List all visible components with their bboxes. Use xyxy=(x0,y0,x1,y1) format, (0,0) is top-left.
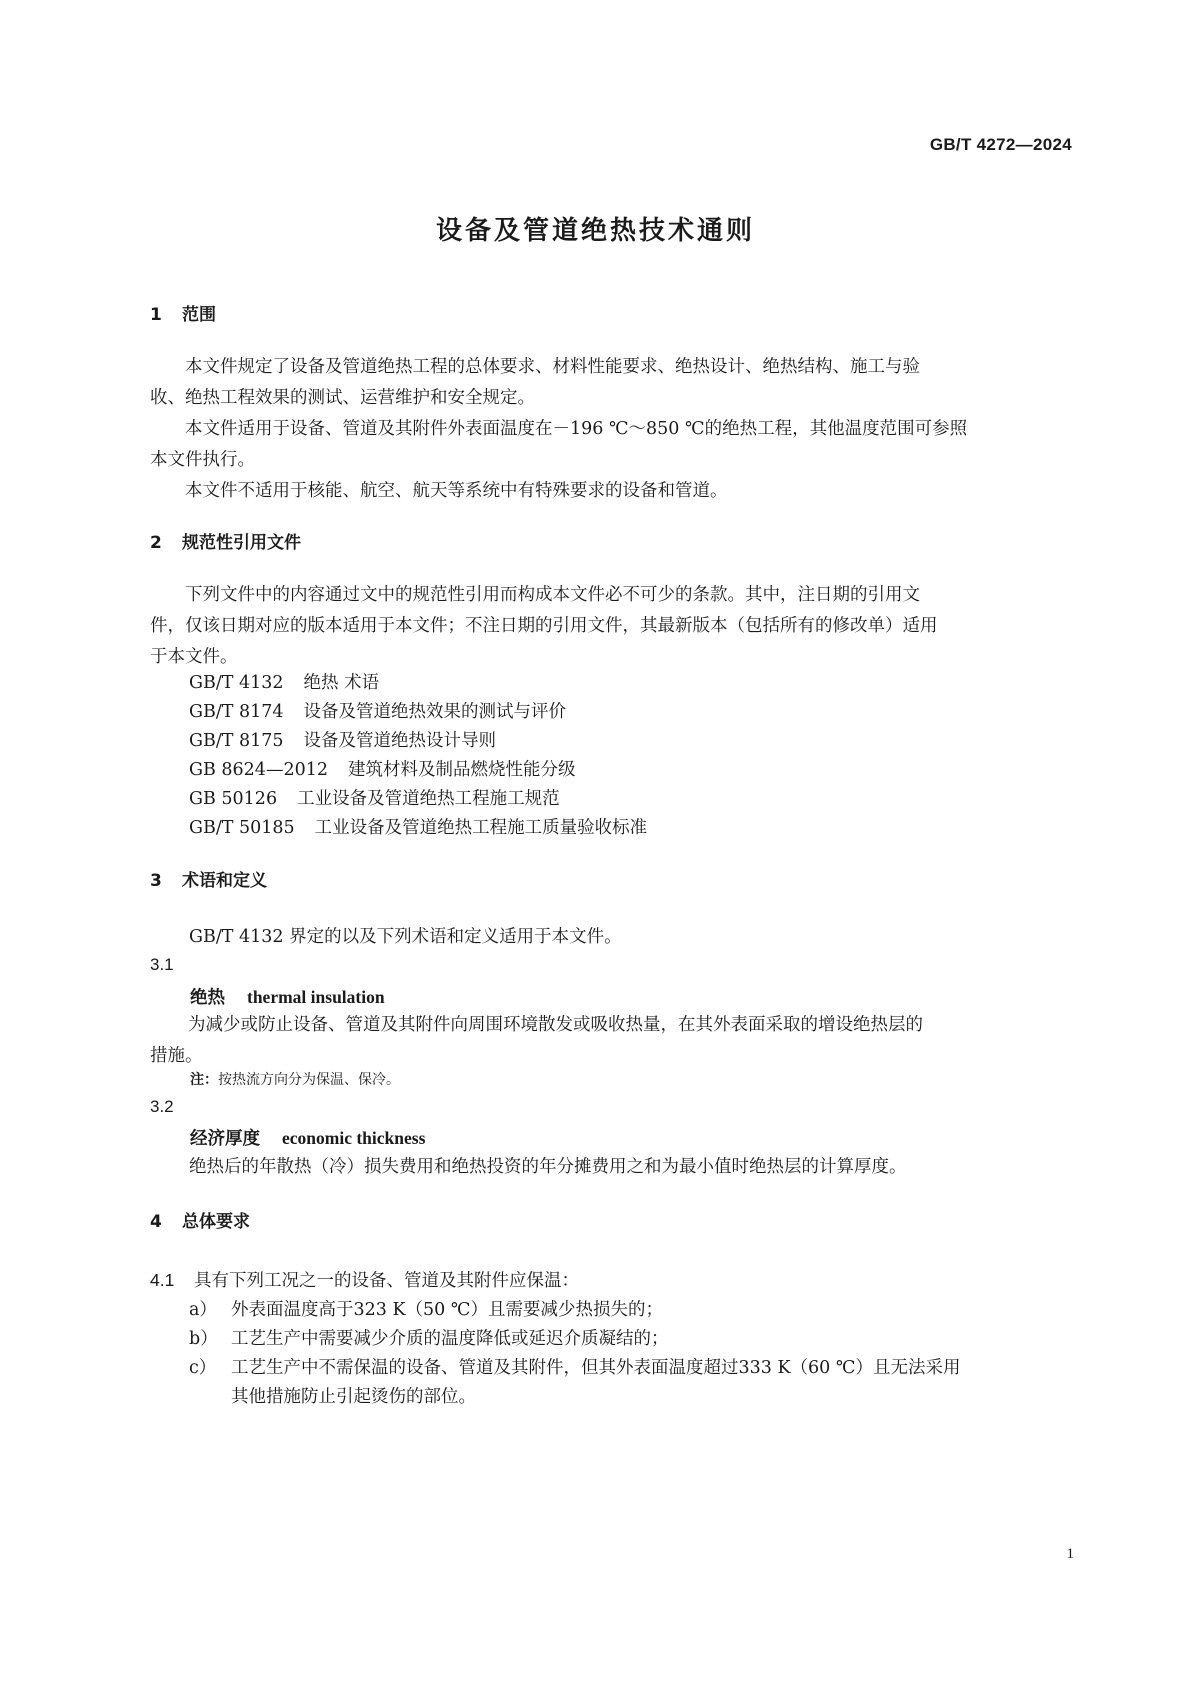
page-number: 1 xyxy=(1066,1546,1074,1562)
list-item xyxy=(189,1325,669,1350)
reference-entry xyxy=(189,785,560,810)
term-definition xyxy=(150,1010,1070,1072)
text-line: 措施。 xyxy=(150,1046,203,1066)
reference-entry xyxy=(189,727,496,752)
section-number: 1 xyxy=(150,305,162,325)
list-item-label: c） xyxy=(189,1358,217,1378)
section-4-heading xyxy=(150,1207,250,1232)
term-number: 3.1 xyxy=(150,955,174,974)
clause-4-1 xyxy=(150,1267,579,1292)
section-title: 总体要求 xyxy=(182,1212,250,1232)
reference-code: GB 50126 xyxy=(189,789,278,809)
text-line: 本文件适用于设备、管道及其附件外表面温度在－196 ℃～850 ℃的绝热工程，其他温度范围可参照 xyxy=(150,419,968,439)
section-3-intro: GB/T 4132 界定的以及下列术语和定义适用于本文件。 xyxy=(189,927,622,947)
term-english: thermal insulation xyxy=(247,987,385,1007)
reference-code: GB/T 8175 xyxy=(189,731,284,751)
section-title: 范围 xyxy=(182,305,216,325)
standard-code: GB/T 4272—2024 xyxy=(929,135,1072,154)
term-heading xyxy=(190,984,385,1009)
reference-title: 设备及管道绝热设计导则 xyxy=(303,731,497,751)
text-line: 为减少或防止设备、管道及其附件向周围环境散发或吸收热量，在其外表面采取的增设绝热层的 xyxy=(188,1015,923,1035)
list-item xyxy=(189,1354,960,1379)
text-line: 件，仅该日期对应的版本适用于本文件；不注日期的引用文件，其最新版本（包括所有的修改单）适用 xyxy=(150,616,938,636)
list-item-continuation: 其他措施防止引起烫伤的部位。 xyxy=(231,1387,476,1407)
reference-title: 绝热 术语 xyxy=(303,673,380,693)
section-title: 规范性引用文件 xyxy=(182,533,301,553)
term-note xyxy=(190,1069,400,1089)
section-title: 术语和定义 xyxy=(182,871,267,891)
reference-title: 建筑材料及制品燃烧性能分级 xyxy=(347,760,576,780)
reference-code: GB/T 4132 xyxy=(189,673,284,693)
list-item-text: 外表面温度高于323 K（50 ℃）且需要减少热损失的； xyxy=(231,1300,663,1320)
section-1-paragraph-2 xyxy=(150,414,1070,476)
clause-text: 具有下列工况之一的设备、管道及其附件应保温： xyxy=(194,1271,579,1291)
list-item-text: 工艺生产中不需保温的设备、管道及其附件，但其外表面温度超过333 K（60 ℃）且无法采用 xyxy=(231,1358,961,1378)
text-line: 本文件执行。 xyxy=(150,450,255,470)
text-line: 下列文件中的内容通过文中的规范性引用而构成本文件必不可少的条款。其中，注日期的引用文 xyxy=(150,585,920,605)
list-item xyxy=(189,1296,663,1321)
reference-entry xyxy=(189,698,566,723)
section-number: 4 xyxy=(150,1212,162,1232)
reference-title: 设备及管道绝热效果的测试与评价 xyxy=(303,702,567,722)
section-1-paragraph-3 xyxy=(150,476,1070,507)
section-1-heading xyxy=(150,300,216,325)
reference-title: 工业设备及管道绝热工程施工规范 xyxy=(297,789,560,809)
reference-entry xyxy=(189,669,379,694)
section-2-intro xyxy=(150,580,1070,673)
list-item-label: a） xyxy=(189,1300,217,1320)
section-3-heading xyxy=(150,866,267,891)
reference-code: GB 8624—2012 xyxy=(189,760,328,780)
section-number: 3 xyxy=(150,871,162,891)
reference-code: GB/T 50185 xyxy=(189,818,295,838)
section-2-heading xyxy=(150,528,301,553)
term-chinese: 经济厚度 xyxy=(190,1129,260,1149)
reference-entry xyxy=(189,756,575,781)
clause-number: 4.1 xyxy=(150,1270,175,1290)
list-item-text: 工艺生产中需要减少介质的温度降低或延迟介质凝结的； xyxy=(231,1329,669,1349)
term-heading xyxy=(190,1125,425,1150)
text-line: 本文件不适用于核能、航空、航天等系统中有特殊要求的设备和管道。 xyxy=(150,481,728,501)
term-english: economic thickness xyxy=(282,1128,426,1148)
document-title: 设备及管道绝热技术通则 xyxy=(435,216,755,246)
term-definition: 绝热后的年散热（冷）损失费用和绝热投资的年分摊费用之和为最小值时绝热层的计算厚度。 xyxy=(189,1157,907,1177)
note-text: 按热流方向分为保温、保冷。 xyxy=(218,1072,400,1088)
text-line: 收、绝热工程效果的测试、运营维护和安全规定。 xyxy=(150,388,535,408)
section-1-paragraph-1 xyxy=(150,352,1070,414)
note-label: 注： xyxy=(190,1072,218,1088)
list-item-label: b） xyxy=(189,1329,218,1349)
term-number: 3.2 xyxy=(150,1097,174,1116)
text-line: 于本文件。 xyxy=(150,647,238,667)
text-line: 本文件规定了设备及管道绝热工程的总体要求、材料性能要求、绝热设计、绝热结构、施工与验 xyxy=(150,357,920,377)
section-number: 2 xyxy=(150,533,162,553)
term-chinese: 绝热 xyxy=(190,988,225,1008)
reference-title: 工业设备及管道绝热工程施工质量验收标准 xyxy=(314,818,648,838)
reference-code: GB/T 8174 xyxy=(189,702,284,722)
reference-entry xyxy=(189,814,647,839)
